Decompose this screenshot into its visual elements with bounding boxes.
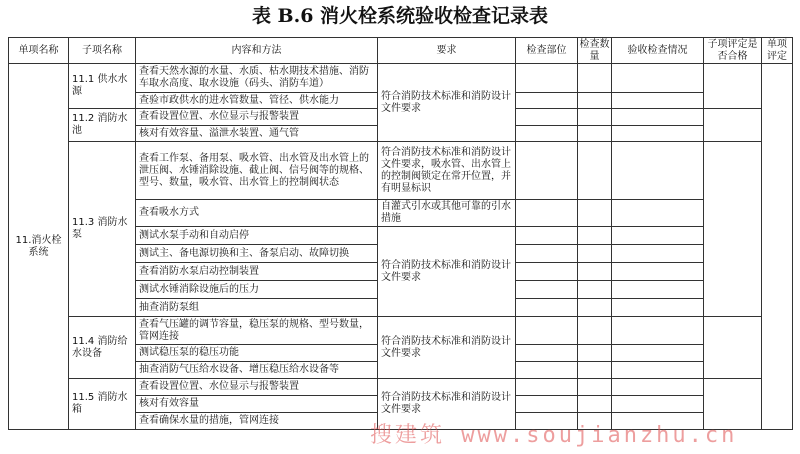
acceptance-status-cell[interactable] xyxy=(612,142,704,200)
table-header-row xyxy=(9,38,793,64)
content-cell: 测试水锤消除设施后的压力 xyxy=(136,281,378,299)
content-cell: 查看设置位置、水位显示与报警装置 xyxy=(136,109,378,126)
sub-item-rating-cell[interactable] xyxy=(704,142,762,317)
content-cell: 核对有效容量、溢泄水装置、通气管 xyxy=(136,126,378,142)
content-cell: 查看消防水泵启动控制装置 xyxy=(136,263,378,281)
unit-rating-cell[interactable] xyxy=(762,64,793,430)
requirement-cell: 符合消防技术标准和消防设计文件要求 xyxy=(378,379,516,430)
header-requirement: 要求 xyxy=(378,38,516,64)
check-quantity-cell[interactable] xyxy=(578,142,612,200)
check-quantity-cell[interactable] xyxy=(578,379,612,396)
table-row xyxy=(9,317,793,345)
check-quantity-cell[interactable] xyxy=(578,317,612,345)
requirement-cell: 自灌式引水或其他可靠的引水措施 xyxy=(378,200,516,227)
unit-name-cell: 11.消火栓系统 xyxy=(9,64,69,430)
header-check-location: 检查部位 xyxy=(516,38,578,64)
acceptance-status-cell[interactable] xyxy=(612,93,704,109)
check-quantity-cell[interactable] xyxy=(578,109,612,126)
content-cell: 抽查消防泵组 xyxy=(136,299,378,317)
acceptance-status-cell[interactable] xyxy=(612,345,704,362)
content-cell: 查看气压罐的调节容量，稳压泵的规格、型号数量，管网连接 xyxy=(136,317,378,345)
requirement-cell: 符合消防技术标准和消防设计文件要求 xyxy=(378,317,516,379)
acceptance-status-cell[interactable] xyxy=(612,379,704,396)
check-quantity-cell[interactable] xyxy=(578,362,612,379)
header-sub-item: 子项名称 xyxy=(69,38,136,64)
header-sub-item-rating: 子项评定是否合格 xyxy=(704,38,762,64)
check-location-cell[interactable] xyxy=(516,64,578,93)
content-cell: 抽查消防气压给水设备、增压稳压给水设备等 xyxy=(136,362,378,379)
check-quantity-cell[interactable] xyxy=(578,281,612,299)
table-row xyxy=(9,379,793,396)
page-title: 表 B.6 消火栓系统验收检查记录表 xyxy=(251,5,549,27)
acceptance-status-cell[interactable] xyxy=(612,200,704,227)
header-check-quantity: 检查数量 xyxy=(579,38,610,62)
acceptance-status-cell[interactable] xyxy=(612,245,704,263)
check-location-cell[interactable] xyxy=(516,317,578,345)
check-quantity-cell[interactable] xyxy=(578,227,612,245)
acceptance-status-cell[interactable] xyxy=(612,362,704,379)
header-unit-name: 单项名称 xyxy=(9,38,69,64)
check-location-cell[interactable] xyxy=(516,126,578,142)
header-unit-rating: 单项评定 xyxy=(762,38,793,64)
content-cell: 查验市政供水的进水管数量、管径、供水能力 xyxy=(136,93,378,109)
acceptance-status-cell[interactable] xyxy=(612,109,704,126)
content-cell: 查看吸水方式 xyxy=(136,200,378,227)
check-location-cell[interactable] xyxy=(516,281,578,299)
sub-item-rating-cell[interactable] xyxy=(704,317,762,379)
check-quantity-cell[interactable] xyxy=(578,263,612,281)
content-cell: 查看确保水量的措施，管网连接 xyxy=(136,413,378,430)
table-row xyxy=(9,142,793,200)
sub-item-rating-cell[interactable] xyxy=(704,109,762,142)
sub-item-cell: 11.3 消防水泵 xyxy=(69,142,136,317)
requirement-cell: 符合消防技术标准和消防设计文件要求，吸水管、出水管上的控制阀锁定在常开位置，并有明显标识 xyxy=(378,142,516,200)
requirement-cell: 符合消防技术标准和消防设计文件要求 xyxy=(378,64,516,142)
acceptance-status-cell[interactable] xyxy=(612,64,704,93)
acceptance-status-cell[interactable] xyxy=(612,317,704,345)
header-content-method: 内容和方法 xyxy=(136,38,378,64)
sub-item-cell: 11.2 消防水池 xyxy=(69,109,136,142)
acceptance-status-cell[interactable] xyxy=(612,263,704,281)
check-location-cell[interactable] xyxy=(516,362,578,379)
content-cell: 查看工作泵、备用泵、吸水管、出水管及出水管上的泄压阀、水锤消除设施、截止阀、信号阀等的规格、型号、数量，吸水管、出水管上的控制阀状态 xyxy=(136,142,378,200)
check-location-cell[interactable] xyxy=(516,263,578,281)
content-cell: 核对有效容量 xyxy=(136,396,378,413)
check-quantity-cell[interactable] xyxy=(578,299,612,317)
check-location-cell[interactable] xyxy=(516,245,578,263)
content-cell: 测试水泵手动和自动启停 xyxy=(136,227,378,245)
sub-item-cell: 11.1 供水水源 xyxy=(69,64,136,109)
sub-item-rating-cell[interactable] xyxy=(704,64,762,109)
content-cell: 查看天然水源的水量、水质、枯水期技术措施、消防车取水高度、取水设施（码头、消防车道） xyxy=(136,64,378,93)
check-location-cell[interactable] xyxy=(516,396,578,413)
site-watermark: 搜建筑 www.soujianzhu.cn xyxy=(370,423,738,448)
acceptance-status-cell[interactable] xyxy=(612,281,704,299)
content-cell: 查看设置位置、水位显示与报警装置 xyxy=(136,379,378,396)
check-quantity-cell[interactable] xyxy=(578,200,612,227)
check-quantity-cell[interactable] xyxy=(578,64,612,93)
inspection-record-table xyxy=(8,37,793,430)
table-row xyxy=(9,64,793,93)
content-cell: 测试主、备电源切换和主、备泵启动、故障切换 xyxy=(136,245,378,263)
check-location-cell[interactable] xyxy=(516,379,578,396)
header-acceptance-status: 验收检查情况 xyxy=(612,38,704,64)
check-location-cell[interactable] xyxy=(516,93,578,109)
sub-item-cell: 11.4 消防给水设备 xyxy=(69,317,136,379)
acceptance-status-cell[interactable] xyxy=(612,396,704,413)
check-location-cell[interactable] xyxy=(516,142,578,200)
check-location-cell[interactable] xyxy=(516,227,578,245)
check-location-cell[interactable] xyxy=(516,200,578,227)
requirement-cell: 符合消防技术标准和消防设计文件要求 xyxy=(378,227,516,317)
check-quantity-cell[interactable] xyxy=(578,396,612,413)
acceptance-status-cell[interactable] xyxy=(612,299,704,317)
check-quantity-cell[interactable] xyxy=(578,126,612,142)
check-quantity-cell[interactable] xyxy=(578,245,612,263)
sub-item-cell: 11.5 消防水箱 xyxy=(69,379,136,430)
content-cell: 测试稳压泵的稳压功能 xyxy=(136,345,378,362)
acceptance-status-cell[interactable] xyxy=(612,126,704,142)
acceptance-status-cell[interactable] xyxy=(612,227,704,245)
check-quantity-cell[interactable] xyxy=(578,345,612,362)
check-location-cell[interactable] xyxy=(516,345,578,362)
check-quantity-cell[interactable] xyxy=(578,93,612,109)
check-location-cell[interactable] xyxy=(516,109,578,126)
check-location-cell[interactable] xyxy=(516,299,578,317)
